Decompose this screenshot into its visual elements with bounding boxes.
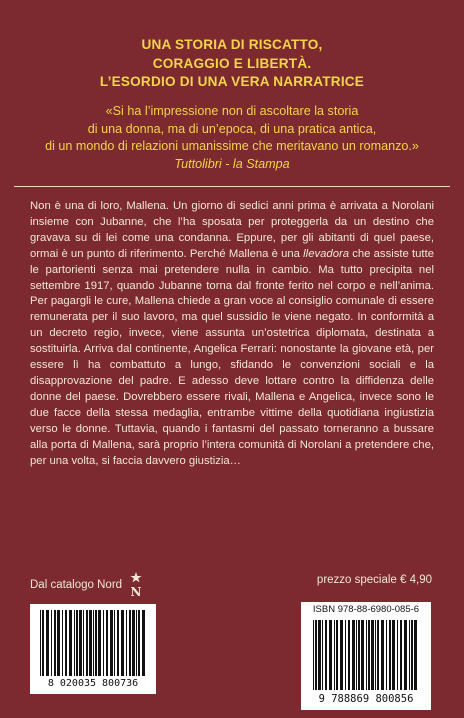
barcode-bar (98, 610, 101, 676)
barcode-bar (54, 610, 56, 676)
barcode-bar (40, 610, 41, 676)
barcode-bar (74, 610, 75, 676)
synopsis-part-1: Non è una di loro, Mallena. Un giorno di sedici anni prima è arrivata a Norolani insieme con Jubanne, che l’ha sposata per proteggerla da un destino che gravava su di lei come una condanna. Eppure, per gli abitanti di quel paese, ormai è un punto di riferimento. Perché Mallena è una (30, 200, 434, 260)
barcode-bar (83, 610, 84, 676)
barcode-bar (117, 610, 119, 676)
barcode-bar (129, 610, 131, 676)
barcode-bar (315, 620, 317, 690)
quote-line-1: «Si ha l’impressione non di ascoltare la storia (105, 104, 359, 118)
divider-line (14, 186, 450, 187)
barcode-bar (404, 620, 407, 690)
barcode-bar (106, 610, 108, 676)
barcode-isbn (301, 602, 431, 710)
barcode-bar (318, 620, 321, 690)
barcode-bar (103, 610, 104, 676)
barcode-bar (366, 620, 367, 690)
barcode-bar (386, 620, 387, 690)
barcode-bar (397, 620, 398, 690)
barcode-bar (79, 610, 82, 676)
barcode-bar (121, 610, 124, 676)
barcode-bar (65, 610, 67, 676)
barcode-bar (93, 610, 94, 676)
catalog-label (30, 572, 144, 598)
barcode-bar (51, 610, 52, 676)
headline-line-2: CORAGGIO E LIBERTÀ. (152, 55, 312, 71)
headline-line-3: L’ESORDIO DI UNA VERA NARRATRICE (99, 74, 365, 89)
price-label: prezzo speciale € 4,90 (316, 574, 432, 586)
barcode-ean (30, 604, 156, 694)
barcode-bar (57, 610, 60, 676)
barcode-bar (400, 620, 402, 690)
review-quote (0, 103, 464, 173)
barcode-bar (334, 620, 335, 690)
barcode-bar (336, 620, 338, 690)
barcode-bar (142, 610, 145, 676)
isbn-code: ISBN 978-88-6980-085-6 (312, 604, 420, 615)
barcode-bar (356, 620, 357, 690)
publisher-logo-letter: N (130, 585, 142, 598)
barcode-bar (371, 620, 374, 690)
barcode-bar (114, 610, 115, 676)
barcode-bar (368, 620, 370, 690)
catalog-text: Dal catalogo Nord (30, 579, 123, 591)
barcode-bar (414, 620, 417, 690)
barcode-bar (86, 610, 88, 676)
barcode-bar (69, 610, 72, 676)
barcode-bar (377, 620, 379, 690)
quote-source: Tuttolibri - la Stampa (174, 156, 290, 171)
barcode-bar (345, 620, 346, 690)
barcode-bar (352, 620, 355, 690)
barcode-bar (340, 620, 343, 690)
barcode-bar (329, 620, 332, 690)
barcode-ean-number: 8 020035 800736 (47, 678, 139, 689)
barcode-bar (389, 620, 391, 690)
headline-line-1: UNA STORIA DI RISCATTO, (141, 37, 323, 52)
barcode-bar (325, 620, 327, 690)
barcode-bar (313, 620, 314, 690)
barcode-bar (76, 610, 78, 676)
barcode-bar (392, 620, 395, 690)
barcode-bars-left (40, 610, 146, 676)
headline (0, 36, 464, 92)
barcode-bars-right (313, 620, 419, 690)
synopsis (30, 199, 434, 469)
barcode-bar (411, 620, 413, 690)
barcode-bar (126, 610, 127, 676)
barcode-bar (138, 610, 140, 676)
synopsis-italic-term: llevadora (303, 247, 350, 260)
barcode-bar (358, 620, 360, 690)
barcode-bar (136, 610, 137, 676)
barcode-bar (110, 610, 113, 676)
barcode-bar (95, 610, 97, 676)
barcode-bar (42, 610, 44, 676)
quote-line-3: di un mondo di relazioni umanissime che meritavano un romanzo.» (45, 139, 419, 153)
barcode-bar (381, 620, 384, 690)
synopsis-part-2: che assiste tutte le partorienti senza mai pretendere nulla in cambio. Ma tutto precipita nel settembre 1917, quando Jubanne torna dal fronte ferito nel corpo e nell’anima. Per pagargli le cure, Mallena chiede a gran voce al consiglio comunale di essere remunerata per il suo lavoro, ma quel sussidio le viene negato. In conformità a un decreto regio, invece, viene assunta un’ostetrica diplomata, destinata a sostituirla. Arriva dal continente, Angelica Ferrari: nonostante la giovane età, per essere lì ha combattuto a lungo, sfidando le convenzioni sociali e la disapprovazione del padre. E adesso deve lottare contro la diffidenza delle donne del paese. Dovrebbero essere rivali, Mallena e Angelica, invece sono le due facce della stessa medaglia, entrambe vittime della quotidiana ingiustizia verso le donne. Tuttavia, quando i fantasmi del passato torneranno a bussare alla porta di Mallena, sarà proprio l’intera comunità di Norolani a pretendere che, per una volta, si faccia davvero giustizia… (30, 247, 434, 467)
barcode-bar (375, 620, 376, 690)
barcode-bar (62, 610, 63, 676)
barcode-isbn-number: 9 788869 800856 (318, 693, 414, 705)
barcode-bar (46, 610, 49, 676)
barcode-bar (409, 620, 410, 690)
barcode-bar (361, 620, 364, 690)
barcode-bar (132, 610, 135, 676)
publisher-star-logo-icon (128, 572, 144, 598)
barcode-bar (89, 610, 92, 676)
quote-line-2: di una donna, ma di un’epoca, di una pratica antica, (87, 121, 377, 136)
barcode-bar (348, 620, 350, 690)
barcode-bar (322, 620, 323, 690)
